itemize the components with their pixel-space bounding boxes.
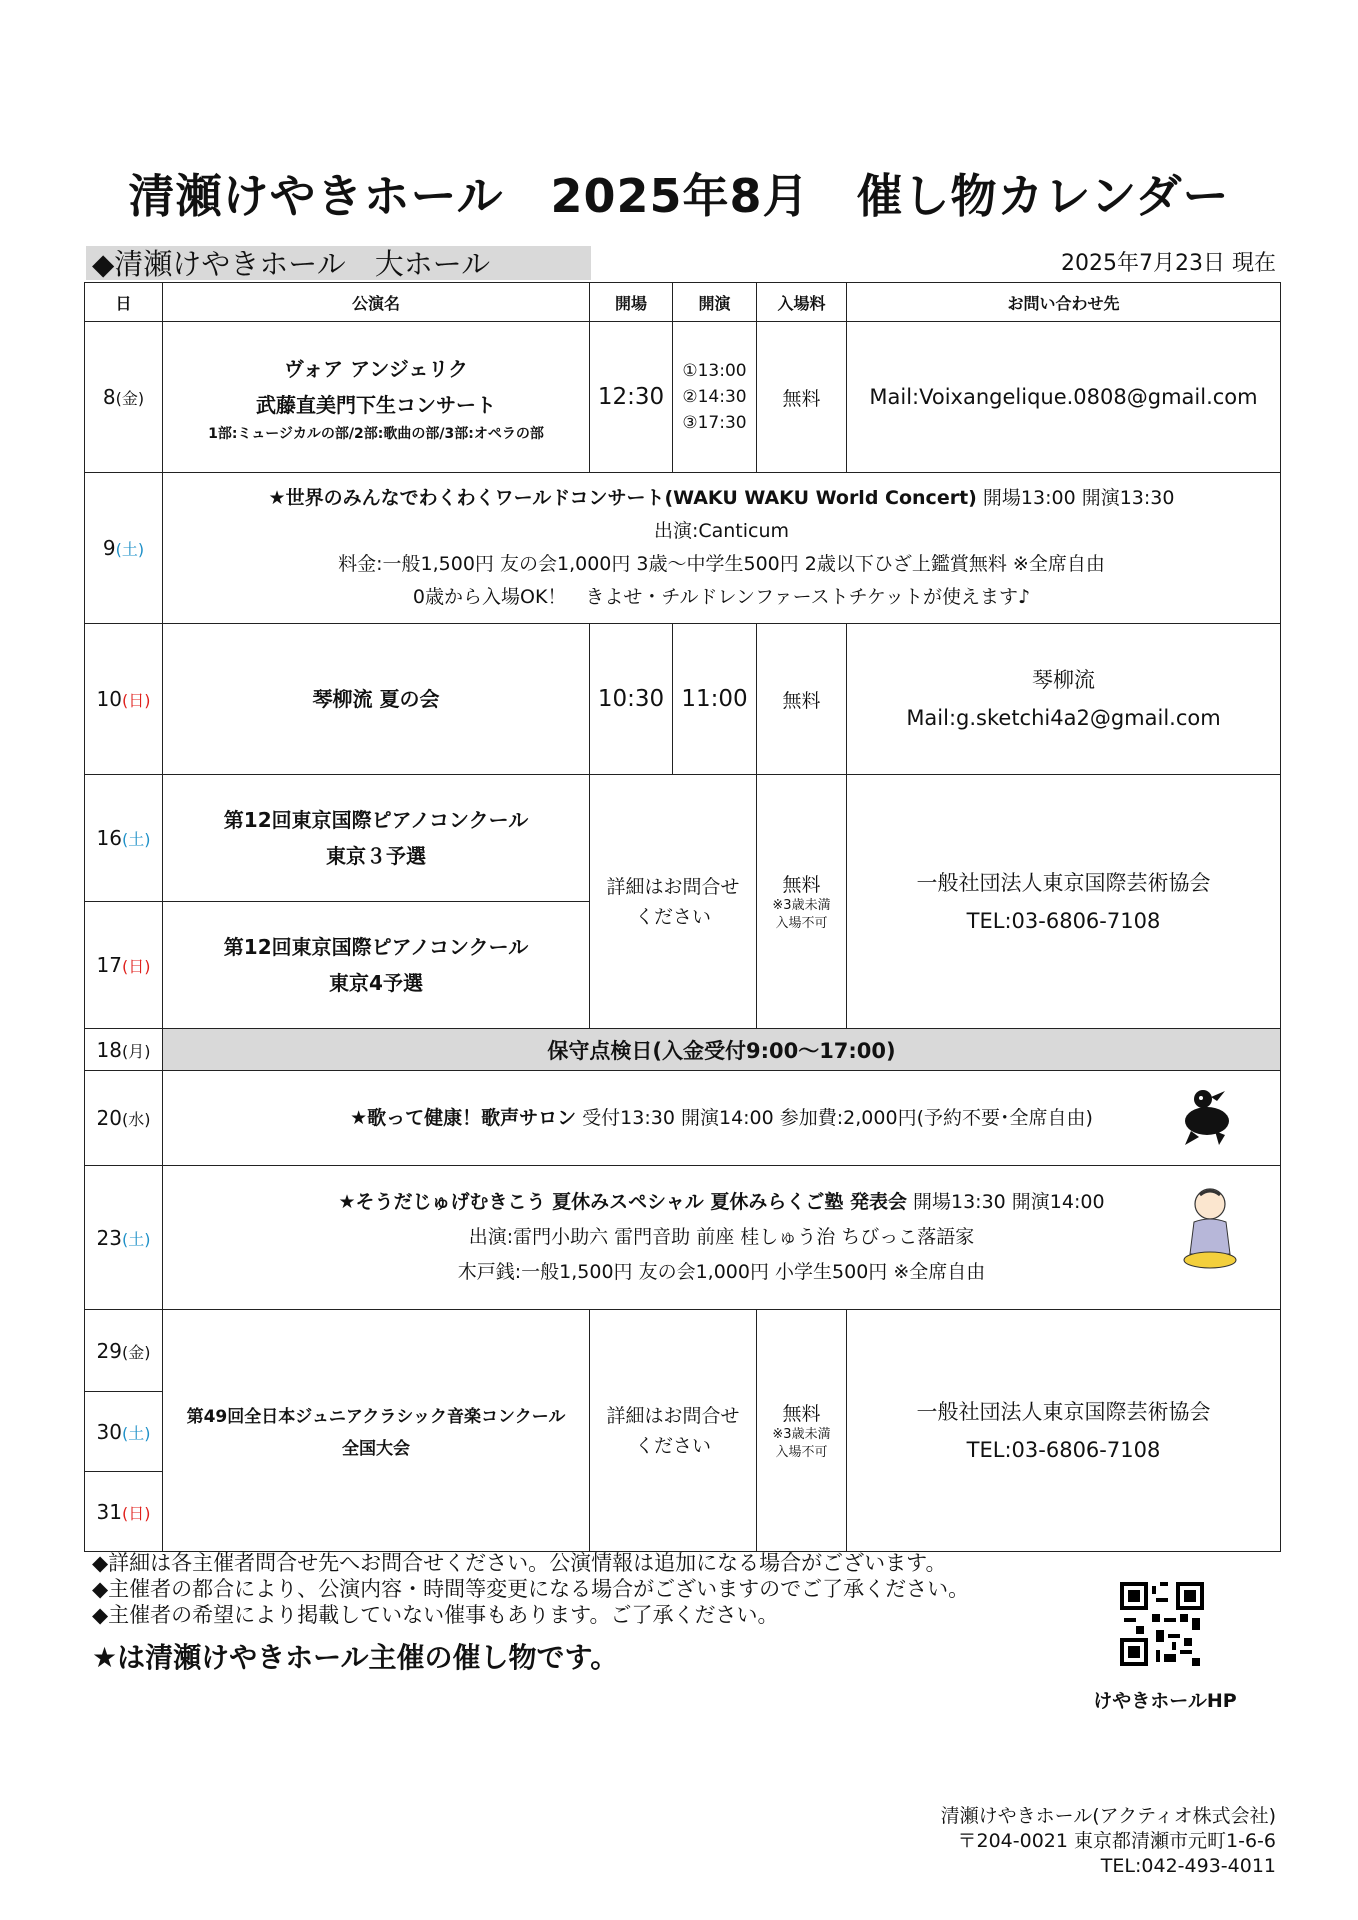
- page-title: 清瀬けやきホール 2025年8月 催し物カレンダー: [128, 169, 1230, 223]
- day-cell: 16(土): [85, 775, 163, 902]
- contact-cell: Mail:Voixangelique.0808@gmail.com: [847, 322, 1281, 473]
- maintenance-band: 保守点検日(入金受付9:00～17:00): [163, 1029, 1281, 1071]
- rakugo-performer-icon: [1182, 1186, 1238, 1272]
- table-row: [85, 1029, 1281, 1071]
- day-cell: 10(日): [85, 624, 163, 775]
- notes-block: [92, 1550, 969, 1628]
- note-line: ◆主催者の都合により、公演内容・時間等変更になる場合がございますのでご了承ください。: [92, 1577, 970, 1601]
- table-row: [85, 322, 1281, 473]
- event-wide-cell: ★そうだじゅげむきこう 夏休みスペシャル 夏休みらくご塾 発表会 開場13:30 開演14:00 出演:雷門小助六 雷門音助 前座 桂しゅう治 ちびっこ落語家 木戸銭:一般1,500円 友の会1,000円 小学生500円 ※全席自由: [163, 1166, 1281, 1310]
- fee-cell: 無料: [757, 322, 847, 473]
- event-calendar-table: [84, 282, 1281, 1552]
- col-fee: 入場料: [757, 283, 847, 322]
- event-name-cell: 第12回東京国際ピアノコンクール 東京３予選: [163, 775, 590, 902]
- day-cell: 23(土): [85, 1166, 163, 1310]
- day-cell: 29(金): [85, 1310, 163, 1392]
- footer-line: 〒204-0021 東京都清瀬市元町1-6-6: [957, 1830, 1276, 1852]
- open-time: 10:30: [590, 624, 673, 775]
- day-cell: 30(土): [85, 1392, 163, 1472]
- footer-line: 清瀬けやきホール(アクティオ株式会社): [940, 1805, 1276, 1827]
- fee-cell: 無料 ※3歳未満 入場不可: [757, 1310, 847, 1552]
- start-time: ①13:00 ②14:30 ③17:30: [673, 322, 757, 473]
- fee-cell: 無料 ※3歳未満 入場不可: [757, 775, 847, 1029]
- table-row: [85, 1071, 1281, 1166]
- qr-code-icon[interactable]: [1120, 1582, 1204, 1666]
- contact-cell: 一般社団法人東京国際芸術協会 TEL:03-6806-7108: [847, 775, 1281, 1029]
- day-cell: 18(月): [85, 1029, 163, 1071]
- col-open: 開場: [590, 283, 673, 322]
- event-name-cell: ヴォア アンジェリク 武藤直美門下生コンサート 1部:ミュージカルの部/2部:歌曲の部/3部:オペラの部: [163, 322, 590, 473]
- qr-label: けやきホールHP: [1093, 1690, 1237, 1712]
- contact-cell: 琴柳流 Mail:g.sketchi4a2@gmail.com: [847, 624, 1281, 775]
- footer-line: TEL:042-493-4011: [1100, 1855, 1276, 1877]
- open-time: 12:30: [590, 322, 673, 473]
- day-cell: 20(水): [85, 1071, 163, 1166]
- day-cell: 8(金): [85, 322, 163, 473]
- time-cell: 詳細はお問合せ ください: [590, 1310, 757, 1552]
- event-name-cell: 第49回全日本ジュニアクラシック音楽コンクール 全国大会: [163, 1310, 590, 1552]
- col-contact: お問い合わせ先: [847, 283, 1281, 322]
- section-label: ◆清瀬けやきホール 大ホール: [86, 246, 591, 280]
- note-line: ◆詳細は各主催者問合せ先へお問合せください。公演情報は追加になる場合がございます。: [92, 1551, 947, 1575]
- col-day: 日: [85, 283, 163, 322]
- col-start: 開演: [673, 283, 757, 322]
- table-row: [85, 473, 1281, 624]
- contact-cell: 一般社団法人東京国際芸術協会 TEL:03-6806-7108: [847, 1310, 1281, 1552]
- footer-address: [941, 1804, 1276, 1879]
- table-row: [85, 775, 1281, 902]
- table-header-row: [85, 283, 1281, 322]
- event-wide-cell: ★歌って健康！歌声サロン 受付13:30 開演14:00 参加費:2,000円(予約不要･全席自由): [163, 1071, 1281, 1166]
- table-row: [85, 1166, 1281, 1310]
- time-cell: 詳細はお問合せ ください: [590, 775, 757, 1029]
- event-name-cell: 琴柳流 夏の会: [163, 624, 590, 775]
- day-cell: 17(日): [85, 902, 163, 1029]
- singing-bird-icon: [1177, 1087, 1235, 1147]
- table-row: [85, 1310, 1281, 1392]
- event-name-cell: 第12回東京国際ピアノコンクール 東京4予選: [163, 902, 590, 1029]
- as-of-date: 2025年7月23日 現在: [1061, 251, 1276, 276]
- day-cell: 9(土): [85, 473, 163, 624]
- event-wide-cell: ★世界のみんなでわくわくワールドコンサート(WAKU WAKU World Concert) 開場13:00 開演13:30 出演:Canticum 料金:一般1,500円 友の会1,000円 3歳～中学生500円 2歳以下ひざ上鑑賞無料 ※全席自由 0歳から入場OK！ きよせ・チルドレンファーストチケットが使えます♪: [163, 473, 1281, 624]
- fee-cell: 無料: [757, 624, 847, 775]
- col-name: 公演名: [163, 283, 590, 322]
- star-note: ★は清瀬けやきホール主催の催し物です。: [92, 1641, 619, 1674]
- note-line: ◆主催者の希望により掲載していない催事もあります。ご了承ください。: [92, 1603, 779, 1627]
- day-cell: 31(日): [85, 1472, 163, 1552]
- table-row: [85, 624, 1281, 775]
- start-time: 11:00: [673, 624, 757, 775]
